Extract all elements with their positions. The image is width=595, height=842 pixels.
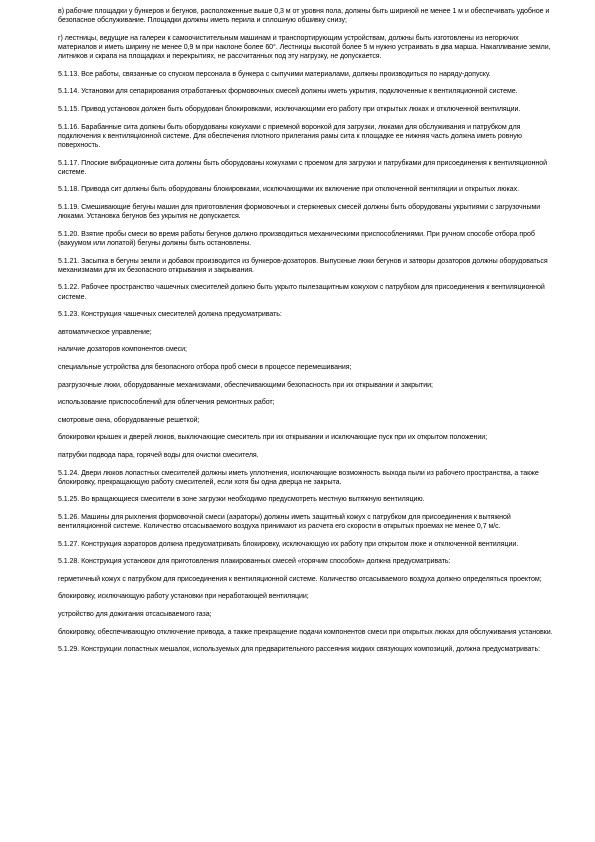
list-item-drive-interlock: блокировку, обеспечивающую отключение привода, а также прекращение подачи компонентов смеси при открытых люках для обслуживания установки. <box>58 628 553 636</box>
paragraph-5-1-14: 5.1.14. Установки для сепарирования отработанных формовочных смесей должны иметь укрытия, подключенные к вентиляционной системе. <box>58 88 518 96</box>
paragraph-5-1-13: 5.1.13. Все работы, связанные со спуском персонала в бункера с сыпучими материалами, должны производиться по наряду-допуску. <box>58 70 491 78</box>
paragraph-5-1-17: 5.1.17. Плоские вибрационные сита должны быть оборудованы кожухами с проемом для загрузки и патрубками для присоединения к вентиляционной системе. <box>58 159 547 176</box>
paragraph-5-1-23: 5.1.23. Конструкция чашечных смесителей должна предусматривать: <box>58 311 282 319</box>
list-item-lid-interlocks: блокировки крышек и дверей люков, выключающие смеситель при их открывании и исключающие пуск при их открытом положении; <box>58 434 488 442</box>
paragraph-5-1-15: 5.1.15. Привод установок должен быть оборудован блокировками, исключающими его работу при открытых люках и отключенной вентиляции. <box>58 105 521 113</box>
list-item-ventilation-interlock: блокировку, исключающую работу установки при неработающей вентиляции; <box>58 593 309 601</box>
paragraph-5-1-16: 5.1.16. Барабанные сита должны быть оборудованы кожухами с приемной воронкой для загрузки, люками для обслуживания и патрубком для подключения к вентиляционной системе. Для обеспечения плотного прилегания рамы сита к площадке ее нижняя часть должна иметь ровную поверхность. <box>58 123 522 149</box>
list-item-steam-pipes: патрубки подвода пара, горячей воды для очистки смесителя. <box>58 451 259 459</box>
paragraph-5-1-26: 5.1.26. Машины для рыхления формовочной смеси (аэраторы) должны иметь защитный кожух с патрубком для присоединения к вытяжной вентиляционной системе. Количество отсасываемого воздуха принимают из расчета его скорости в открытых проемах не менее 0,7 м/с. <box>58 513 511 531</box>
paragraph-5-1-22: 5.1.22. Рабочее пространство чашечных смесителей должно быть укрыто пылезащитным кожухом с патрубком для присоединения к вентиляционной системе. <box>58 284 545 301</box>
paragraph-5-1-24: 5.1.24. Двери люков лопастных смесителей должны иметь уплотнения, исключающие возможность выхода пыли из рабочего пространства, а также блокировку, прекращающую работу смесителей, если хотя бы одна дверца не закрыта. <box>58 469 539 486</box>
paragraph-5-1-20: 5.1.20. Взятие пробы смеси во время работы бегунов должно производиться механическими приспособлениями. При ручном способе отбора проб (вакуумом или лопатой) бегуны должны быть остановлены. <box>58 230 535 247</box>
paragraph-5-1-25: 5.1.25. Во вращающиеся смесители в зоне загрузки необходимо предусмотреть местную вытяжную вентиляцию. <box>58 496 425 504</box>
list-item-sampling-devices: специальные устройства для безопасного отбора проб смеси в процессе перемешивания; <box>58 363 352 371</box>
list-item-repair-fixtures: использование приспособлений для облегчения ремонтных работ; <box>58 399 275 407</box>
list-item-dosers: наличие дозаторов компонентов смеси; <box>58 346 187 354</box>
list-item-unloading-hatches: разгрузочные люки, оборудованные механизмами, обеспечивающими безопасность при их открывании и закрытии; <box>58 381 433 389</box>
list-item-automatic-control: автоматическое управление; <box>58 328 152 336</box>
paragraph-5-1-28: 5.1.28. Конструкция установок для приготовления плакированных смесей «горячим способом» должна предусматривать: <box>58 558 451 566</box>
paragraph-g-stairs: г) лестницы, ведущие на галереи к самоочистительным машинам и транспортирующим устройствам, должны быть изготовлены из негорючих материалов и иметь ширину не менее 0,9 м при наклоне более 60°. Лестницы высотой более 5 м нужно устраивать в два марша. Накапливание земли, литников и скрапа на площадках и перекрытиях, не рассчитанных под эту нагрузку, не допускается. <box>58 34 551 61</box>
list-item-gas-afterburner: устройство для дожигания отсасываемого газа; <box>58 611 212 619</box>
paragraph-5-1-19: 5.1.19. Смешивающие бегуны машин для приготовления формовочных и стержневых смесей должны быть оборудованы укрытиями с загрузочными люками. Установка бегунов без укрытия не допускается. <box>58 203 541 221</box>
paragraph-5-1-27: 5.1.27. Конструкция аэраторов должна предусматривать блокировку, исключающую их работу при открытом люке и отключенной вентиляции. <box>58 540 519 548</box>
paragraph-5-1-18: 5.1.18. Привода сит должны быть оборудованы блокировками, исключающими их включение при отключенной вентиляции и открытых люках. <box>58 186 519 194</box>
paragraph-5-1-21: 5.1.21. Засыпка в бегуны земли и добавок производится из бункеров-дозаторов. Выпускные люки бегунов и затворы дозаторов должны оборудоваться механизмами для их безопасного открывания и закрывания. <box>58 257 548 274</box>
list-item-inspection-windows: смотровые окна, оборудованные решеткой; <box>58 416 200 424</box>
paragraph-v-working-platforms: в) рабочие площадки у бункеров и бегунов, расположенные выше 0,3 м от уровня пола, должны быть шириной не менее 1 м и обеспечивать удобное и безопасное обслуживание. Площадки должны иметь перила и сплошную обшивку снизу; <box>58 8 550 25</box>
paragraph-5-1-29: 5.1.29. Конструкции лопастных мешалок, используемых для предварительного рассеяния жидких связующих композиций, должна предусматривать: <box>58 646 540 654</box>
list-item-hermetic-casing: герметичный кожух с патрубком для присоединения к вентиляционной системе. Количество отсасываемого воздуха должно определяться проектом; <box>58 575 542 583</box>
